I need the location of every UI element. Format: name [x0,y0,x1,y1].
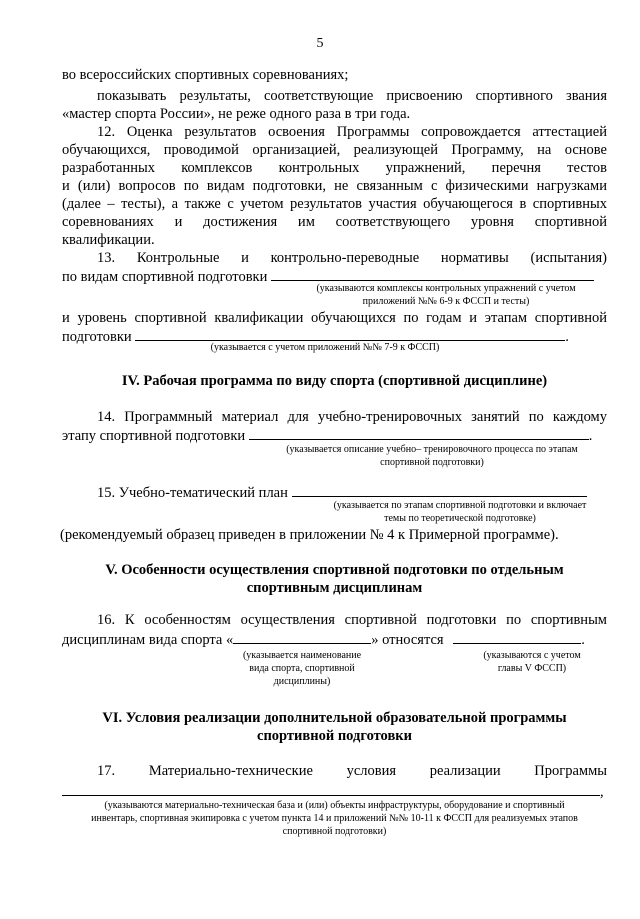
fill-in-blank [453,630,581,644]
footnote-caption: (указываются материально-техническая база и (или) объекты инфраструктуры, оборудование и спортивный [104,800,565,811]
text-fragment: этапу спортивной подготовки [62,428,246,444]
page-number: 5 [316,36,324,51]
section-heading: спортивной подготовки [257,728,412,744]
text-line [62,630,607,649]
text-line: 14. Программный материал для учебно-тренировочных занятий по каждому [97,409,607,425]
footnote-caption: дисциплины) [273,676,331,687]
text-line: (далее – тесты), а также с учетом результатов участия обучающегося в спортивных [62,196,607,212]
footnote-caption: спортивной подготовки) [380,457,484,468]
text-line: и уровень спортивной квалификации обучающихся по годам и этапам спортивной [62,310,607,326]
footnote-caption: приложений №№ 6-9 к ФССП и тесты) [362,296,530,307]
text-line: 12. Оценка результатов освоения Программы сопровождается аттестацией [97,124,607,140]
text-line: «мастер спорта России», не реже одного раза в три года. [62,106,411,122]
text-fragment: по видам спортивной подготовки [62,269,268,285]
footnote-caption: (указывается описание учебно– тренировочного процесса по этапам [286,444,578,455]
fill-in-blank [292,483,587,497]
footnote-caption: (указывается наименование [242,650,362,661]
fill-in-blank [271,267,594,281]
section-heading: V. Особенности осуществления спортивной подготовки по отдельным [105,562,564,578]
text-fragment: подготовки [62,329,132,345]
footnote-caption: вида спорта, спортивной [249,663,355,674]
text-line: показывать результаты, соответствующие присвоению спортивного звания [97,88,607,104]
footnote-caption: главы V ФССП) [497,663,567,674]
footnote-caption: (указывается по этапам спортивной подготовки и включает [333,500,587,511]
section-heading: VI. Условия реализации дополнительной образовательной программы [102,710,567,726]
text-fragment: . [581,632,585,648]
text-line: квалификации. [62,232,155,248]
text-fragment: 15. Учебно-тематический план [97,485,288,501]
fill-in-blank [135,327,565,341]
text-line: (рекомендуемый образец приведен в приложении № 4 к Примерной программе). [60,527,559,543]
text-fragment: , [600,784,604,800]
text-fragment: . [565,329,569,345]
section-heading: спортивным дисциплинам [246,580,423,596]
text-fragment: » относятся [371,632,444,648]
fill-in-blank [62,782,600,796]
section-heading: IV. Рабочая программа по виду спорта (спортивной дисциплине) [121,373,548,389]
text-line: соревнованиях и достижения им соответствующего уровня спортивной [62,214,607,230]
footnote-caption: (указывается с учетом приложений №№ 7-9 к ФССП) [210,342,440,353]
text-line: обучающихся, проводимой организацией, реализующей Программу, на основе [62,142,607,158]
footnote-caption: темы по теоретической подготовке) [384,513,536,524]
footnote-caption: (указываются с учетом [483,650,581,661]
footnote-caption: инвентарь, спортивная экипировка с учетом пункта 14 и приложений №№ 10-11 к ФССП для реализуемых этапов [91,813,578,824]
text-line: 13. Контрольные и контрольно-переводные нормативы (испытания) [97,250,607,266]
text-line: 16. К особенностям осуществления спортивной подготовки по спортивным [97,612,607,628]
fill-in-blank [249,426,589,440]
text-line: 17. Материально-технические условия реализации Программы [97,763,607,779]
text-line: во всероссийских спортивных соревнованиях; [62,67,349,83]
footnote-caption: (указываются комплексы контрольных упражнений с учетом [316,283,576,294]
text-fragment: . [588,428,593,444]
text-line: и (или) вопросов по видам подготовки, не связанным с физическими нагрузками [62,178,607,194]
footnote-caption: спортивной подготовки) [282,826,387,837]
fill-in-blank [233,630,371,644]
text-fragment: дисциплинам вида спорта « [62,632,234,648]
text-line: разработанных комплексов контрольных упражнений, перечня тестов [62,160,607,176]
